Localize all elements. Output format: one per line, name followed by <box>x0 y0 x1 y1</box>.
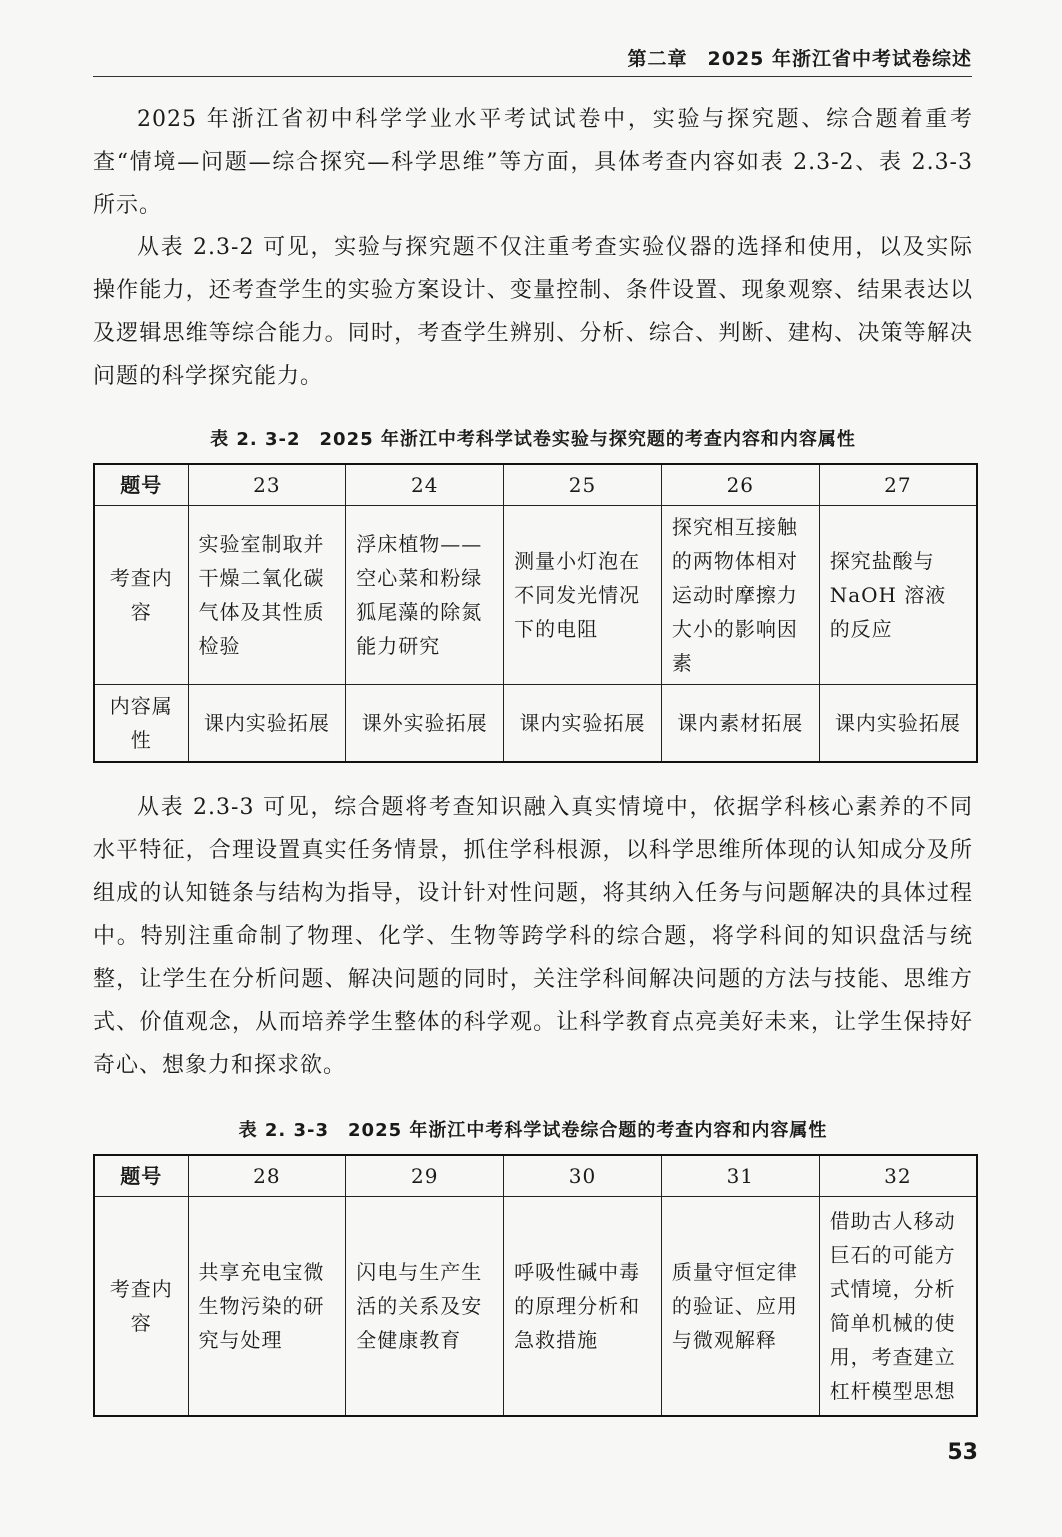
row-label-content: 考查内容 <box>94 1197 188 1417</box>
question-number: 26 <box>661 464 819 506</box>
content-cell: 质量守恒定律的验证、应用与微观解释 <box>661 1197 819 1417</box>
question-number: 24 <box>346 464 504 506</box>
question-number: 27 <box>819 464 977 506</box>
question-number: 30 <box>504 1155 662 1197</box>
content-cell: 探究相互接触的两物体相对运动时摩擦力大小的影响因素 <box>661 506 819 685</box>
paragraph-intro: 2025 年浙江省初中科学学业水平考试试卷中，实验与探究题、综合题着重考查“情境—问题—综合探究—科学思维”等方面，具体考查内容如表 2.3-2、表 2.3-3 所示。 <box>93 107 973 218</box>
table2-caption: 表 2. 3-3 2025 年浙江中考科学试卷综合题的考查内容和内容属性 <box>238 1120 828 1141</box>
question-number: 29 <box>346 1155 504 1197</box>
page-number: 53 <box>947 1440 978 1465</box>
header-rule <box>93 76 972 77</box>
row-label-attribute: 内容属性 <box>94 685 188 763</box>
content-cell: 实验室制取并干燥二氧化碳气体及其性质检验 <box>188 506 346 685</box>
paragraph-table1-summary: 从表 2.3-2 可见，实验与探究题不仅注重考查实验仪器的选择和使用，以及实际操作能力，还考查学生的实验方案设计、变量控制、条件设置、现象观察、结果表达以及逻辑思维等综合能力。同时，考查学生辨别、分析、综合、判断、建构、决策等解决问题的科学探究能力。 <box>93 235 973 389</box>
table-row <box>94 506 977 685</box>
table-header-label: 题号 <box>94 464 188 506</box>
table-row <box>94 1155 977 1197</box>
paragraph-table2-summary: 从表 2.3-3 可见，综合题将考查知识融入真实情境中，依据学科核心素养的不同水平特征，合理设置真实任务情景，抓住学科根源，以科学思维所体现的认知成分及所组成的认知链条与结构为指导，设计针对性问题，将其纳入任务与问题解决的具体过程中。特别注重命制了物理、化学、生物等跨学科的综合题，将学科间的知识盘活与统整，让学生在分析问题、解决问题的同时，关注学科间解决问题的方法与技能、思维方式、价值观念，从而培养学生整体的科学观。让科学教育点亮美好未来，让学生保持好奇心、想象力和探求欲。 <box>93 795 973 1078</box>
running-header: 第二章 2025 年浙江省中考试卷综述 <box>627 48 972 70</box>
table-comprehensive-questions <box>93 1154 978 1417</box>
content-cell: 浮床植物——空心菜和粉绿狐尾藻的除氮能力研究 <box>346 506 504 685</box>
table-row <box>94 464 977 506</box>
question-number: 31 <box>661 1155 819 1197</box>
question-number: 25 <box>504 464 662 506</box>
table1-caption: 表 2. 3-2 2025 年浙江中考科学试卷实验与探究题的考查内容和内容属性 <box>210 429 856 450</box>
table-row <box>94 1197 977 1417</box>
content-cell: 测量小灯泡在不同发光情况下的电阻 <box>504 506 662 685</box>
table-experiment-questions <box>93 463 978 763</box>
table-header-label: 题号 <box>94 1155 188 1197</box>
question-number: 32 <box>819 1155 977 1197</box>
table-row <box>94 685 977 763</box>
attribute-cell: 课内实验拓展 <box>504 685 662 763</box>
content-cell: 借助古人移动巨石的可能方式情境，分析简单机械的使用，考查建立杠杆模型思想 <box>819 1197 977 1417</box>
question-number: 28 <box>188 1155 346 1197</box>
content-cell: 共享充电宝微生物污染的研究与处理 <box>188 1197 346 1417</box>
attribute-cell: 课内素材拓展 <box>661 685 819 763</box>
content-cell: 呼吸性碱中毒的原理分析和急救措施 <box>504 1197 662 1417</box>
attribute-cell: 课内实验拓展 <box>188 685 346 763</box>
content-cell: 闪电与生产生活的关系及安全健康教育 <box>346 1197 504 1417</box>
attribute-cell: 课内实验拓展 <box>819 685 977 763</box>
question-number: 23 <box>188 464 346 506</box>
attribute-cell: 课外实验拓展 <box>346 685 504 763</box>
content-cell: 探究盐酸与NaOH 溶液的反应 <box>819 506 977 685</box>
row-label-content: 考查内容 <box>94 506 188 685</box>
